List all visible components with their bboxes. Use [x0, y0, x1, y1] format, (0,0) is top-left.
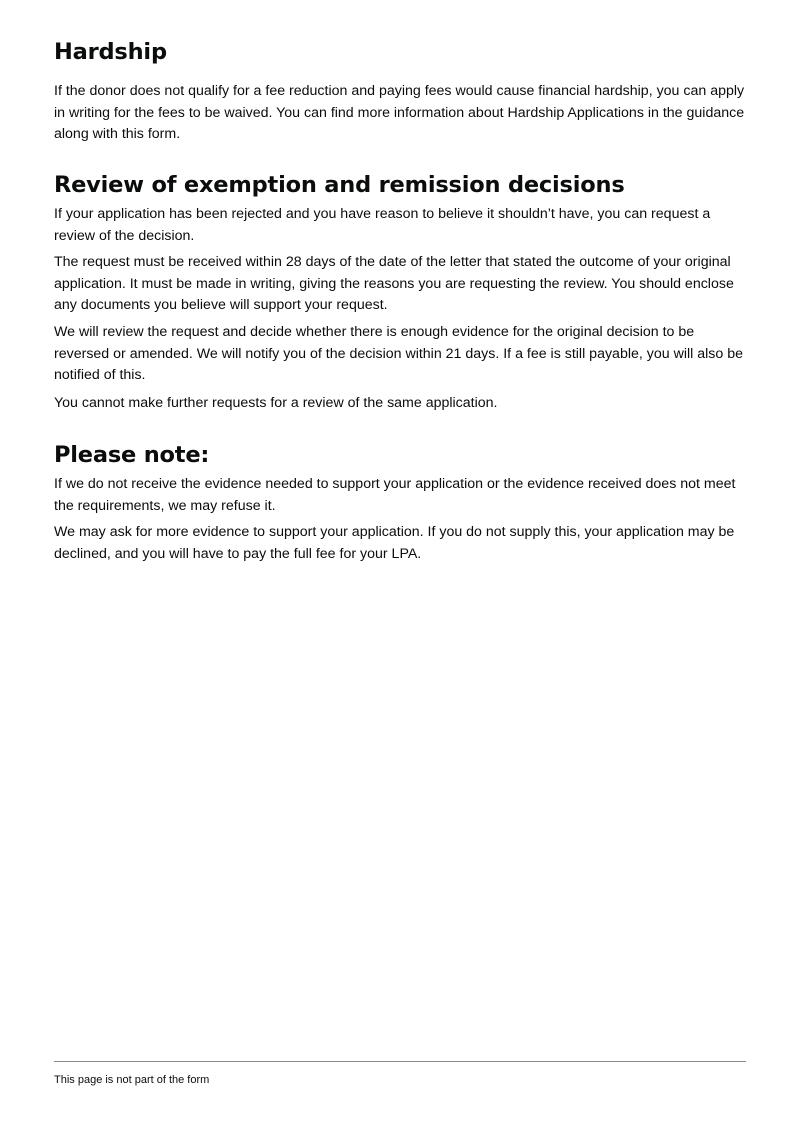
- review-heading: Review of exemption and remission decisions: [54, 172, 625, 198]
- hardship-paragraph: If the donor does not qualify for a fee reduction and paying fees would cause financial hardship, you can apply in writing for the fees to be waived. You can find more information about Hardship Applications in the guidance along with this form.: [54, 83, 745, 143]
- review-paragraph-decision: We will review the request and decide whether there is enough evidence for the original decision to be reversed or amended. We will notify you of the decision within 21 days. If a fee is still payable, you will also be notified of this.: [54, 324, 743, 384]
- review-paragraph-limit: You cannot make further requests for a review of the same application.: [54, 395, 498, 411]
- note-paragraph-more-evidence: We may ask for more evidence to support your application. If you do not supply this, your application may be declined, and you will have to pay the full fee for your LPA.: [54, 524, 735, 562]
- note-paragraph-evidence: If we do not receive the evidence needed to support your application or the evidence received does not meet the requirements, we may refuse it.: [54, 476, 736, 514]
- please-note-heading: Please note:: [54, 442, 210, 468]
- review-paragraph-rejected: If your application has been rejected and you have reason to believe it shouldn’t have, you can request a review of the decision.: [54, 206, 711, 244]
- footer-divider: [54, 1061, 746, 1062]
- review-paragraph-deadline: The request must be received within 28 days of the date of the letter that stated the outcome of your original application. It must be made in writing, giving the reasons you are requesting the review. You should enclose any documents you believe will support your request.: [54, 254, 734, 314]
- hardship-heading: Hardship: [54, 39, 167, 65]
- footer-note: This page is not part of the form: [54, 1074, 210, 1086]
